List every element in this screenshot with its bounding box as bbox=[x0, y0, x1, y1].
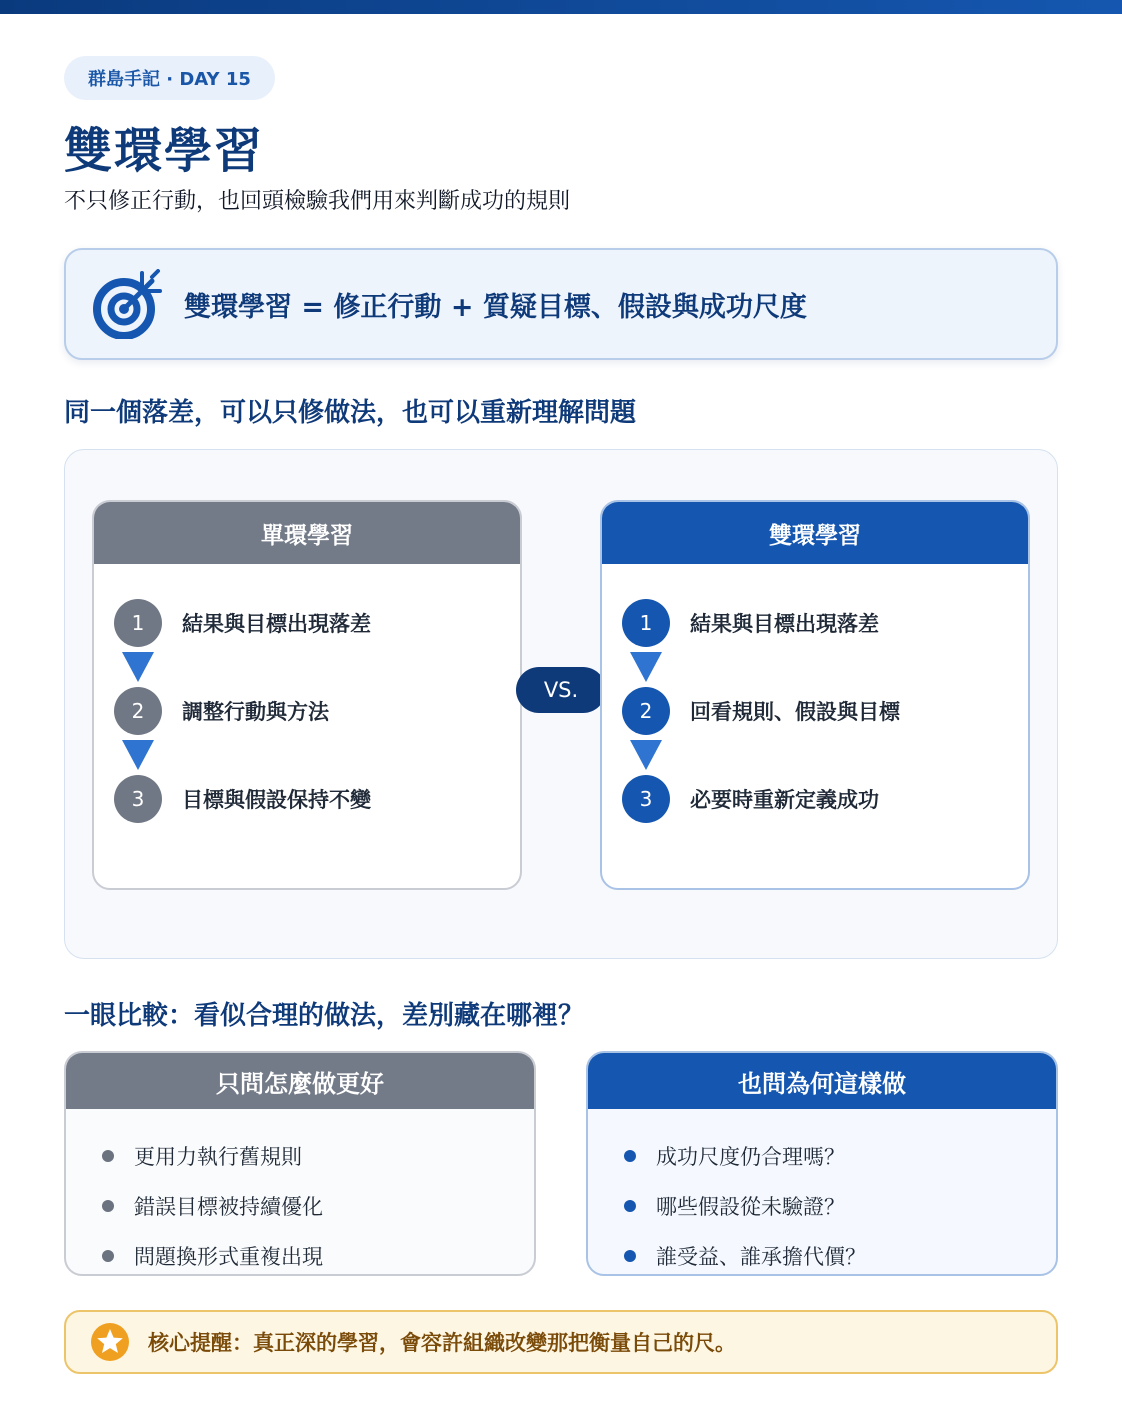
only-how-list bbox=[66, 1109, 534, 1276]
down-arrow-icon bbox=[630, 652, 662, 682]
step-label: 目標與假設保持不變 bbox=[182, 788, 371, 812]
also-why-list bbox=[588, 1109, 1056, 1276]
step-number: 3 bbox=[114, 775, 162, 823]
list-item-text: 成功尺度仍合理嗎？ bbox=[656, 1145, 845, 1169]
bullet-icon bbox=[102, 1250, 114, 1262]
note-text: 核心提醒：真正深的學習，會容許組織改變那把衡量自己的尺。 bbox=[148, 1331, 736, 1355]
step-label: 必要時重新定義成功 bbox=[690, 788, 879, 812]
list-item bbox=[624, 1131, 1056, 1181]
list-item bbox=[102, 1181, 534, 1231]
step-number: 3 bbox=[622, 775, 670, 823]
single-loop-step-2 bbox=[114, 687, 329, 735]
list-item-text: 錯誤目標被持續優化 bbox=[134, 1195, 323, 1219]
step-number: 1 bbox=[114, 599, 162, 647]
bullet-icon bbox=[102, 1200, 114, 1212]
list-item-text: 問題換形式重複出現 bbox=[134, 1245, 323, 1269]
list-item bbox=[102, 1231, 534, 1276]
bullet-icon bbox=[624, 1200, 636, 1212]
only-how-title: 只問怎麼做更好 bbox=[66, 1053, 534, 1109]
step-number: 1 bbox=[622, 599, 670, 647]
list-item bbox=[624, 1181, 1056, 1231]
step-label: 調整行動與方法 bbox=[182, 700, 329, 724]
step-label: 結果與目標出現落差 bbox=[690, 612, 879, 636]
section-heading-compare-loops: 同一個落差，可以只修做法，也可以重新理解問題 bbox=[64, 398, 637, 428]
star-icon bbox=[90, 1322, 130, 1362]
page-title: 雙環學習 bbox=[64, 123, 265, 179]
top-accent-bar bbox=[0, 0, 1122, 14]
formula-banner bbox=[64, 248, 1058, 360]
list-item bbox=[624, 1231, 1056, 1276]
target-icon bbox=[92, 269, 162, 339]
step-number: 2 bbox=[622, 687, 670, 735]
key-reminder-note bbox=[64, 1310, 1058, 1374]
down-arrow-icon bbox=[122, 652, 154, 682]
also-why-title: 也問為何這樣做 bbox=[588, 1053, 1056, 1109]
double-loop-step-1 bbox=[622, 599, 879, 647]
only-how-card bbox=[64, 1051, 536, 1276]
list-item-text: 哪些假設從未驗證？ bbox=[656, 1195, 845, 1219]
double-loop-title: 雙環學習 bbox=[602, 502, 1028, 564]
step-label: 結果與目標出現落差 bbox=[182, 612, 371, 636]
double-loop-step-3 bbox=[622, 775, 879, 823]
bullet-icon bbox=[102, 1150, 114, 1162]
also-why-card bbox=[586, 1051, 1058, 1276]
single-loop-step-1 bbox=[114, 599, 371, 647]
single-loop-step-3 bbox=[114, 775, 371, 823]
double-loop-step-2 bbox=[622, 687, 900, 735]
bullet-icon bbox=[624, 1150, 636, 1162]
series-tag: 群島手記 · DAY 15 bbox=[64, 56, 275, 100]
single-loop-card bbox=[92, 500, 522, 890]
step-label: 回看規則、假設與目標 bbox=[690, 700, 900, 724]
list-item bbox=[102, 1131, 534, 1181]
list-item-text: 更用力執行舊規則 bbox=[134, 1145, 302, 1169]
step-number: 2 bbox=[114, 687, 162, 735]
down-arrow-icon bbox=[122, 740, 154, 770]
page-subtitle: 不只修正行動，也回頭檢驗我們用來判斷成功的規則 bbox=[64, 189, 571, 214]
formula-text: 雙環學習 = 修正行動 + 質疑目標、假設與成功尺度 bbox=[184, 291, 807, 323]
single-loop-title: 單環學習 bbox=[94, 502, 520, 564]
double-loop-card bbox=[600, 500, 1030, 890]
bullet-icon bbox=[624, 1250, 636, 1262]
vs-badge: VS. bbox=[516, 667, 606, 713]
list-item-text: 誰受益、誰承擔代價？ bbox=[656, 1245, 866, 1269]
section-heading-quick-compare: 一眼比較：看似合理的做法，差別藏在哪裡？ bbox=[64, 1001, 585, 1031]
down-arrow-icon bbox=[630, 740, 662, 770]
